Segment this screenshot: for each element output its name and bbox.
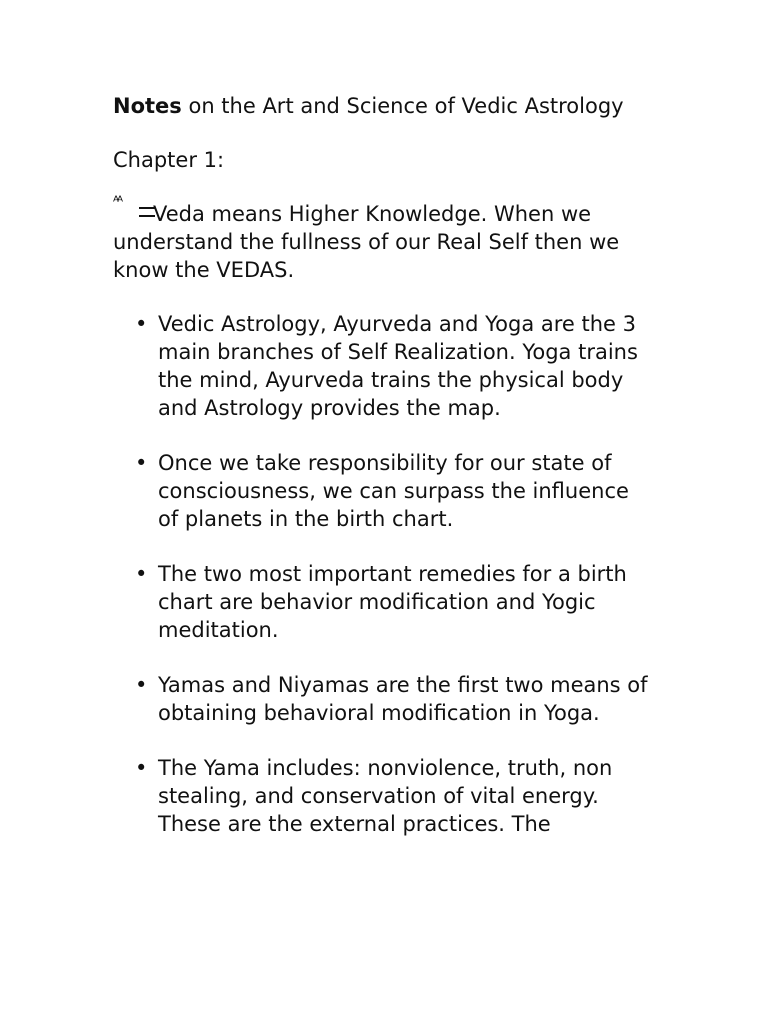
bullet-icon: • — [135, 673, 148, 697]
list-item — [113, 449, 653, 533]
list-item — [113, 560, 653, 644]
list-item-text: Yamas and Niyamas are the first two means of obtaining behavioral modification in Yoga. — [158, 673, 648, 725]
intro-text: Veda means Higher Knowledge. When we understand the fullness of our Real Self then we know the VEDAS. — [113, 202, 620, 282]
list-item — [113, 671, 653, 727]
glyph-top-mark: ᴬᴬ — [113, 194, 122, 210]
garbled-glyph-icon — [113, 194, 153, 223]
bullet-icon: • — [135, 451, 148, 475]
bullet-icon: • — [135, 312, 148, 336]
list-item-text: Once we take responsibility for our state of consciousness, we can surpass the influence of planets in the birth chart. — [158, 451, 629, 531]
document-title — [113, 92, 673, 120]
list-item-text: The two most important remedies for a birth chart are behavior modification and Yogic meditation. — [158, 562, 627, 642]
list-item-text: The Yama includes: nonviolence, truth, non stealing, and conservation of vital energy. These are the external practices. The — [158, 756, 613, 836]
list-item-text: Vedic Astrology, Ayurveda and Yoga are the 3 main branches of Self Realization. Yoga trains the mind, Ayurveda trains the physical body and Astrology provides the map. — [158, 312, 638, 420]
document-page — [113, 92, 673, 865]
bullet-icon: • — [135, 562, 148, 586]
title-bold: Notes — [113, 94, 182, 118]
list-item — [113, 754, 653, 838]
title-rest: on the Art and Science of Vedic Astrology — [181, 94, 624, 118]
glyph-bottom-mark — [139, 207, 155, 217]
list-item — [113, 310, 653, 422]
bullet-list — [113, 310, 673, 838]
chapter-heading: Chapter 1: — [113, 148, 225, 172]
intro-paragraph — [113, 194, 673, 284]
bullet-icon: • — [135, 756, 148, 780]
